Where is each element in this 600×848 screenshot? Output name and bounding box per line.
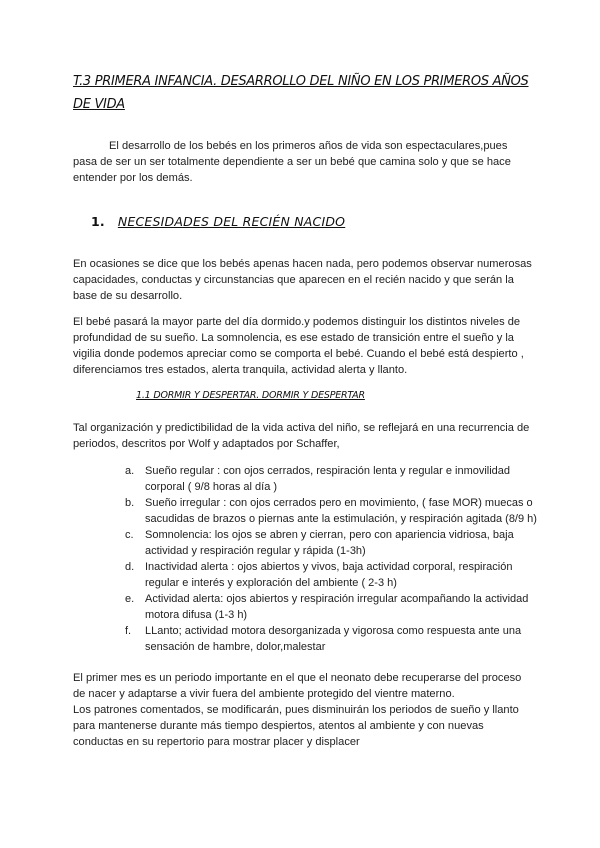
- list-item-text: Sueño irregular : con ojos cerrados pero en movimiento, ( fase MOR) muecas o sacudidas de brazos o piernas ante la estimulación, y respiración agitada (8/9 h): [145, 497, 537, 525]
- list-marker: b.: [125, 497, 135, 509]
- list-marker: f.: [125, 625, 132, 637]
- section-number: 1.: [91, 214, 105, 229]
- section-paragraph-2: El bebé pasará la mayor parte del día dormido.y podemos distinguir los distintos niveles de profundidad de su sueño. La somnolencia, es ese estado de transición entre el sueño y la vigilia donde podemos apreciar como se comporta el bebé. Cuando el bebé está despierto , diferenciamos tres estados, alerta tranquila, actividad alerta y llanto.: [73, 316, 524, 376]
- section-heading-text: NECESIDADES DEL RECIÉN NACIDO: [117, 214, 346, 229]
- list-item-text: Sueño regular : con ojos cerrados, respiración lenta y regular e inmovilidad corporal ( 9/8 horas al día ): [145, 465, 511, 493]
- list-item: [118, 463, 538, 495]
- list-item: [118, 623, 538, 655]
- document-title: T.3 PRIMERA INFANCIA. DESARROLLO DEL NIÑO EN LOS PRIMEROS AÑOS DE VIDA: [73, 74, 529, 112]
- list-item: [118, 495, 538, 527]
- list-marker: e.: [125, 593, 135, 605]
- list-marker: d.: [125, 561, 135, 573]
- subsection-heading: 1.1 DORMIR Y DESPERTAR. DORMIR Y DESPERTAR: [136, 390, 365, 401]
- list-item-text: Somnolencia: los ojos se abren y cierran, pero con apariencia vidriosa, baja actividad y respiración regular y rápida (1-3h): [145, 529, 514, 557]
- intro-paragraph: El desarrollo de los bebés en los primeros años de vida son espectaculares,pues pasa de ser un ser totalmente dependiente a ser un bebé que camina solo y que se hace entender por los demás.: [73, 140, 511, 184]
- list-marker: c.: [125, 529, 134, 541]
- list-item: [118, 559, 538, 591]
- list-item-text: Actividad alerta: ojos abiertos y respiración irregular acompañando la actividad motora difusa (1-3 h): [145, 593, 529, 621]
- section-heading: [91, 214, 345, 229]
- states-list: [118, 463, 538, 655]
- subsection-paragraph-1: Tal organización y predictibilidad de la vida activa del niño, se reflejará en una recurrencia de periodos, descritos por Wolf y adaptados por Schaffer,: [73, 422, 530, 450]
- section-paragraph-1: En ocasiones se dice que los bebés apenas hacen nada, pero podemos observar numerosas capacidades, conductas y circunstancias que aparecen en el recién nacido y que serán la base de su desarrollo.: [73, 258, 532, 302]
- list-marker: a.: [125, 465, 135, 477]
- list-item: [118, 527, 538, 559]
- list-item: [118, 591, 538, 623]
- subsection-paragraph-3: Los patrones comentados, se modificarán, pues disminuirán los periodos de sueño y llanto para mantenerse durante más tiempo despiertos, atentos al ambiente y con nuevas conductas en su repertorio para mostrar placer y displacer: [73, 704, 519, 748]
- subsection-paragraph-2: El primer mes es un periodo importante en el que el neonato debe recuperarse del proceso de nacer y adaptarse a vivir fuera del ambiente protegido del vientre materno.: [73, 672, 522, 700]
- list-item-text: LLanto; actividad motora desorganizada y vigorosa como respuesta ante una sensación de hambre, dolor,malestar: [145, 625, 522, 653]
- list-item-text: Inactividad alerta : ojos abiertos y vivos, baja actividad corporal, respiración regular e interés y exploración del ambiente ( 2-3 h): [145, 561, 513, 589]
